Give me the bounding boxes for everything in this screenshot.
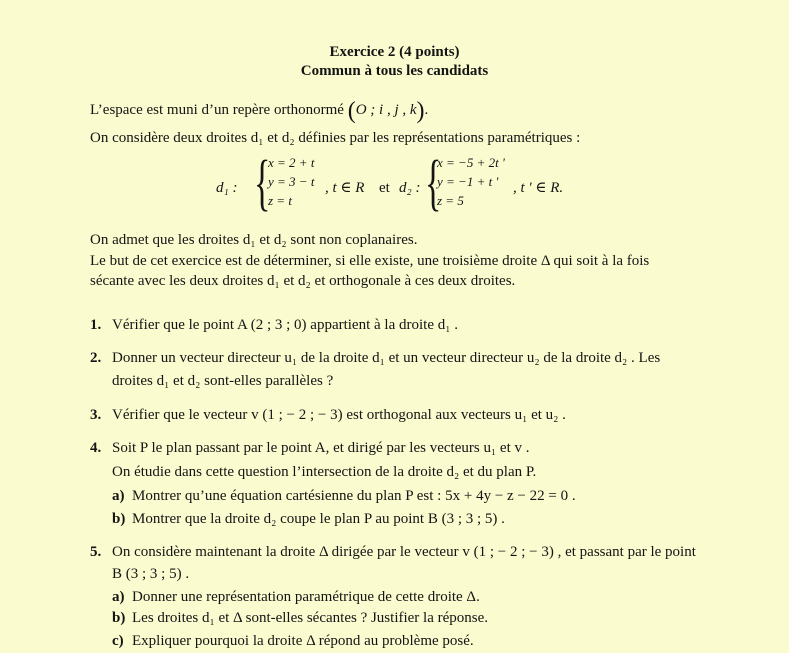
question-3 [90,406,566,424]
question-4-line-2: On étudie dans cette question l’intersection de la droite d₂ et du plan P. [112,464,537,480]
question-5c-label: c) [112,633,124,649]
d1-label: d₁ : [216,180,238,196]
question-4a-text: Montrer qu’une équation cartésienne du plan P est : 5x + 4y − z − 22 = 0 . [132,488,576,504]
question-2-line-2: droites d₁ et d₂ sont-elles parallèles ? [112,373,334,389]
d1-eq-y: y = 3 − t [268,174,315,189]
question-4a-label: a) [112,488,125,504]
question-2 [90,349,660,367]
question-1 [90,316,458,334]
d2-eq-z: z = 5 [437,193,464,208]
d2-param: , t ' ∈ R. [513,180,564,196]
d2-eq-x: x = −5 + 2t ' [437,155,505,170]
d2-equations [437,153,505,210]
intro-line-1: L’espace est muni d’un repère orthonormé (O ; i , j , k). [90,98,429,124]
d1-brace: { [254,149,271,217]
d1-param: , t ∈ R [325,180,365,196]
question-1-text: Vérifier que le point A (2 ; 3 ; 0) appartient à la droite d₁ . [112,317,458,333]
question-5-line-2: B (3 ; 3 ; 5) . [112,566,190,582]
question-4 [90,439,530,457]
intro-text: L’espace est muni d’un repère orthonormé [90,102,344,118]
exercise-subtitle: Commun à tous les candidats [300,63,489,79]
question-1-number: 1. [90,317,102,333]
d1-eq-z: z = t [268,193,292,208]
question-4a [112,487,576,505]
question-3-number: 3. [90,407,102,423]
question-5-text-1: On considère maintenant la droite Δ dirigée par le vecteur v (1 ; − 2 ; − 3) , et passant par le point [112,544,696,560]
question-5a-text: Donner une représentation paramétrique de cette droite Δ. [132,589,480,605]
intro-line-2: On considère deux droites d₁ et d₂ définies par les représentations paramétriques : [90,130,581,146]
d1-eq-x: x = 2 + t [268,155,315,170]
question-4b-label: b) [112,511,126,527]
system-connector: et [379,180,390,196]
question-5b-label: b) [112,610,126,626]
question-4b [112,510,505,528]
question-5c [112,632,474,650]
d2-brace: { [425,149,442,217]
d2-eq-y: y = −1 + t ' [437,174,499,189]
question-5a-label: a) [112,589,125,605]
d2-label: d₂ : [399,180,421,196]
question-5a [112,588,480,606]
question-5b [112,609,488,627]
exercise-title: Exercice 2 (4 points) [329,44,460,60]
body-line-3: On admet que les droites d₁ et d₂ sont non coplanaires. [90,232,418,248]
d1-equations [268,153,314,210]
question-4b-text: Montrer que la droite d₂ coupe le plan P au point B (3 ; 3 ; 5) . [132,511,505,527]
question-3-text: Vérifier que le vecteur v (1 ; − 2 ; − 3) est orthogonal aux vecteurs u₁ et u₂ . [112,407,566,423]
question-4-text-1: Soit P le plan passant par le point A, et dirigé par les vecteurs u₁ et v . [112,440,530,456]
question-5c-text: Expliquer pourquoi la droite Δ répond au problème posé. [132,633,474,649]
question-5-number: 5. [90,544,102,560]
frame-notation: O ; i , j , k [355,102,417,118]
question-5b-text: Les droites d₁ et Δ sont-elles sécantes ? Justifier la réponse. [132,610,489,626]
body-line-4: Le but de cet exercice est de déterminer, si elle existe, une troisième droite Δ qui soit à la fois [90,253,650,269]
question-4-number: 4. [90,440,102,456]
question-2-text-1: Donner un vecteur directeur u₁ de la droite d₁ et un vecteur directeur u₂ de la droite d₂ . Les [112,350,661,366]
question-5 [90,543,696,561]
question-2-number: 2. [90,350,102,366]
body-line-5: sécante avec les deux droites d₁ et d₂ et orthogonale à ces deux droites. [90,273,516,289]
